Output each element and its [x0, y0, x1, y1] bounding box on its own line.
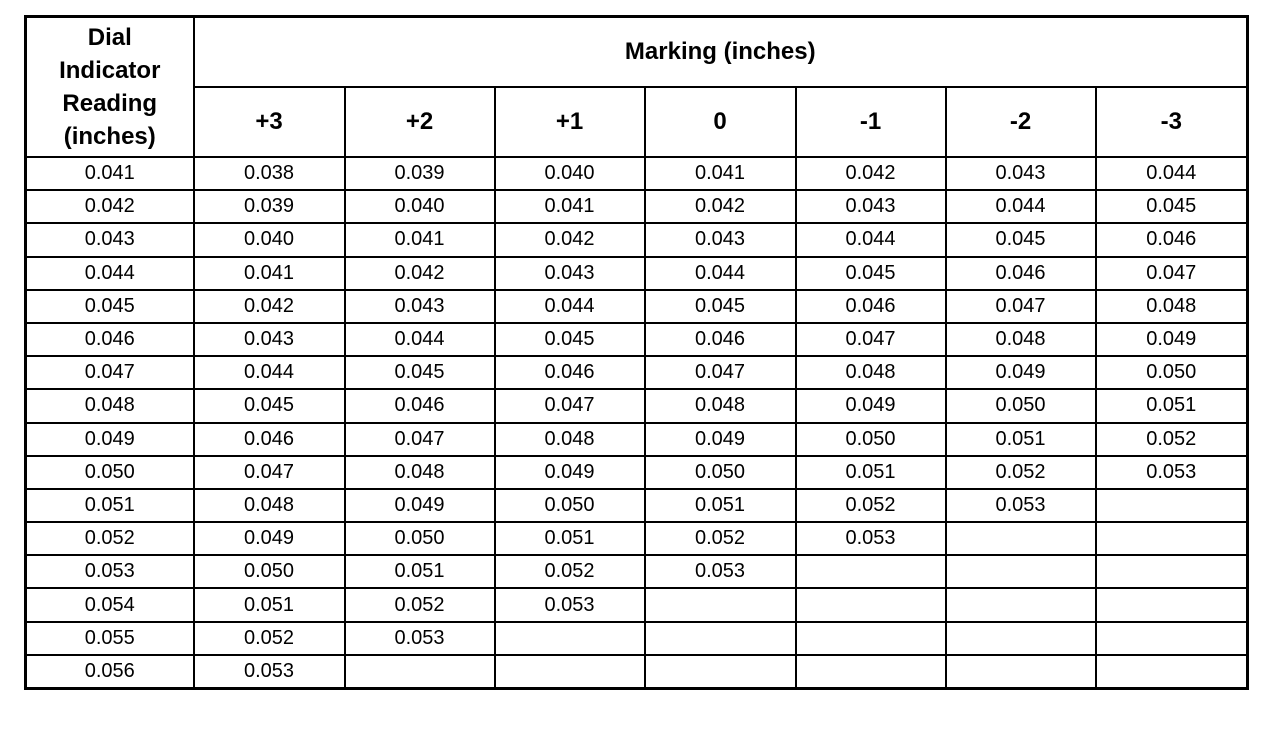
table-row	[26, 588, 1248, 621]
marking-value-cell: 0.046	[946, 257, 1096, 290]
marking-value-cell: 0.048	[946, 323, 1096, 356]
marking-value-cell: 0.051	[645, 489, 796, 522]
marking-value-cell: 0.045	[645, 290, 796, 323]
marking-value-cell: 0.045	[796, 257, 946, 290]
marking-value-cell: 0.047	[946, 290, 1096, 323]
marking-value-cell: 0.052	[946, 456, 1096, 489]
marking-header: +1	[495, 87, 645, 157]
marking-value-cell: 0.053	[345, 622, 495, 655]
marking-value-cell: 0.046	[345, 389, 495, 422]
marking-header: 0	[645, 87, 796, 157]
marking-value-cell: 0.051	[345, 555, 495, 588]
marking-value-cell: 0.044	[345, 323, 495, 356]
marking-value-cell: 0.051	[946, 423, 1096, 456]
marking-value-cell: 0.052	[1096, 423, 1248, 456]
dial-reading-cell: 0.049	[26, 423, 194, 456]
marking-value-cell: 0.039	[194, 190, 345, 223]
marking-value-cell: 0.045	[946, 223, 1096, 256]
marking-value-cell	[946, 655, 1096, 689]
marking-value-cell	[796, 588, 946, 621]
table-row	[26, 190, 1248, 223]
dial-reading-cell: 0.048	[26, 389, 194, 422]
marking-value-cell: 0.050	[194, 555, 345, 588]
dial-reading-cell: 0.041	[26, 157, 194, 190]
marking-value-cell: 0.046	[194, 423, 345, 456]
marking-value-cell: 0.051	[495, 522, 645, 555]
marking-value-cell	[796, 555, 946, 588]
marking-value-cell: 0.052	[495, 555, 645, 588]
marking-value-cell: 0.049	[345, 489, 495, 522]
marking-value-cell	[1096, 655, 1248, 689]
table-row	[26, 323, 1248, 356]
marking-value-cell: 0.052	[796, 489, 946, 522]
marking-value-cell: 0.042	[645, 190, 796, 223]
marking-value-cell: 0.041	[194, 257, 345, 290]
header-row-group	[26, 17, 1248, 88]
marking-value-cell	[796, 622, 946, 655]
marking-value-cell: 0.053	[194, 655, 345, 689]
marking-value-cell	[946, 522, 1096, 555]
marking-value-cell: 0.047	[1096, 257, 1248, 290]
table-row	[26, 522, 1248, 555]
dial-reading-cell: 0.047	[26, 356, 194, 389]
marking-value-cell: 0.044	[946, 190, 1096, 223]
marking-value-cell: 0.042	[345, 257, 495, 290]
marking-value-cell: 0.050	[645, 456, 796, 489]
marking-value-cell: 0.043	[345, 290, 495, 323]
marking-value-cell: 0.053	[796, 522, 946, 555]
marking-value-cell: 0.050	[345, 522, 495, 555]
marking-value-cell: 0.050	[495, 489, 645, 522]
marking-value-cell: 0.040	[345, 190, 495, 223]
marking-value-cell: 0.038	[194, 157, 345, 190]
marking-value-cell: 0.052	[345, 588, 495, 621]
marking-value-cell: 0.048	[645, 389, 796, 422]
marking-value-cell	[946, 555, 1096, 588]
marking-value-cell	[495, 655, 645, 689]
dial-indicator-reading-header: Dial Indicator Reading (inches)	[26, 17, 194, 158]
marking-value-cell	[645, 622, 796, 655]
marking-value-cell	[946, 588, 1096, 621]
marking-value-cell	[645, 655, 796, 689]
dial-reading-cell: 0.056	[26, 655, 194, 689]
marking-value-cell	[495, 622, 645, 655]
marking-value-cell: 0.050	[1096, 356, 1248, 389]
dial-reading-cell: 0.051	[26, 489, 194, 522]
marking-value-cell: 0.044	[645, 257, 796, 290]
marking-value-cell: 0.047	[194, 456, 345, 489]
marking-value-cell: 0.045	[194, 389, 345, 422]
marking-value-cell: 0.042	[495, 223, 645, 256]
dial-reading-cell: 0.045	[26, 290, 194, 323]
marking-value-cell: 0.045	[345, 356, 495, 389]
marking-value-cell: 0.042	[194, 290, 345, 323]
marking-header: +2	[345, 87, 495, 157]
marking-value-cell: 0.048	[345, 456, 495, 489]
table-row	[26, 257, 1248, 290]
marking-value-cell: 0.043	[796, 190, 946, 223]
table-row	[26, 223, 1248, 256]
dial-reading-cell: 0.044	[26, 257, 194, 290]
marking-header: -2	[946, 87, 1096, 157]
marking-value-cell: 0.046	[1096, 223, 1248, 256]
marking-value-cell	[345, 655, 495, 689]
marking-value-cell: 0.051	[796, 456, 946, 489]
marking-value-cell	[1096, 588, 1248, 621]
marking-value-cell: 0.047	[796, 323, 946, 356]
marking-value-cell: 0.044	[495, 290, 645, 323]
marking-value-cell: 0.052	[645, 522, 796, 555]
marking-header: -3	[1096, 87, 1248, 157]
marking-value-cell: 0.040	[194, 223, 345, 256]
table-row	[26, 555, 1248, 588]
marking-value-cell: 0.039	[345, 157, 495, 190]
dial-reading-cell: 0.053	[26, 555, 194, 588]
marking-value-cell: 0.047	[645, 356, 796, 389]
header-row-markings	[26, 87, 1248, 157]
marking-value-cell: 0.041	[495, 190, 645, 223]
marking-value-cell: 0.053	[495, 588, 645, 621]
marking-value-cell: 0.049	[796, 389, 946, 422]
marking-value-cell: 0.049	[495, 456, 645, 489]
marking-value-cell: 0.051	[194, 588, 345, 621]
dial-reading-cell: 0.050	[26, 456, 194, 489]
marking-value-cell	[796, 655, 946, 689]
marking-value-cell: 0.048	[495, 423, 645, 456]
marking-value-cell: 0.046	[645, 323, 796, 356]
dial-indicator-table	[24, 15, 1249, 690]
marking-value-cell: 0.048	[1096, 290, 1248, 323]
marking-value-cell	[1096, 622, 1248, 655]
marking-value-cell: 0.049	[1096, 323, 1248, 356]
marking-header: +3	[194, 87, 345, 157]
marking-value-cell: 0.044	[194, 356, 345, 389]
marking-value-cell: 0.052	[194, 622, 345, 655]
marking-value-cell: 0.043	[946, 157, 1096, 190]
dial-reading-cell: 0.046	[26, 323, 194, 356]
marking-value-cell: 0.045	[495, 323, 645, 356]
marking-value-cell: 0.040	[495, 157, 645, 190]
marking-header: -1	[796, 87, 946, 157]
marking-value-cell: 0.041	[645, 157, 796, 190]
marking-value-cell: 0.049	[645, 423, 796, 456]
marking-value-cell: 0.046	[796, 290, 946, 323]
table-row	[26, 356, 1248, 389]
dial-reading-cell: 0.054	[26, 588, 194, 621]
marking-value-cell	[1096, 489, 1248, 522]
marking-value-cell: 0.048	[796, 356, 946, 389]
marking-value-cell: 0.047	[495, 389, 645, 422]
dial-reading-cell: 0.042	[26, 190, 194, 223]
marking-value-cell: 0.047	[345, 423, 495, 456]
table-row	[26, 489, 1248, 522]
marking-value-cell: 0.050	[946, 389, 1096, 422]
marking-value-cell: 0.043	[645, 223, 796, 256]
marking-value-cell	[645, 588, 796, 621]
marking-value-cell: 0.048	[194, 489, 345, 522]
marking-value-cell	[1096, 522, 1248, 555]
marking-value-cell: 0.046	[495, 356, 645, 389]
table-row	[26, 290, 1248, 323]
marking-value-cell: 0.053	[946, 489, 1096, 522]
marking-value-cell: 0.053	[1096, 456, 1248, 489]
table-row	[26, 622, 1248, 655]
marking-value-cell: 0.041	[345, 223, 495, 256]
marking-value-cell: 0.044	[796, 223, 946, 256]
table-row	[26, 389, 1248, 422]
dial-reading-cell: 0.052	[26, 522, 194, 555]
marking-value-cell: 0.043	[495, 257, 645, 290]
marking-value-cell	[1096, 555, 1248, 588]
table-body	[26, 157, 1248, 689]
table-row	[26, 423, 1248, 456]
marking-value-cell: 0.049	[194, 522, 345, 555]
dial-reading-cell: 0.055	[26, 622, 194, 655]
table-row	[26, 655, 1248, 689]
table-row	[26, 456, 1248, 489]
marking-value-cell: 0.044	[1096, 157, 1248, 190]
marking-value-cell: 0.051	[1096, 389, 1248, 422]
marking-value-cell: 0.050	[796, 423, 946, 456]
marking-value-cell	[946, 622, 1096, 655]
marking-value-cell: 0.053	[645, 555, 796, 588]
marking-value-cell: 0.043	[194, 323, 345, 356]
marking-group-header: Marking (inches)	[194, 17, 1248, 88]
table-row	[26, 157, 1248, 190]
marking-value-cell: 0.045	[1096, 190, 1248, 223]
marking-value-cell: 0.042	[796, 157, 946, 190]
dial-reading-cell: 0.043	[26, 223, 194, 256]
marking-value-cell: 0.049	[946, 356, 1096, 389]
